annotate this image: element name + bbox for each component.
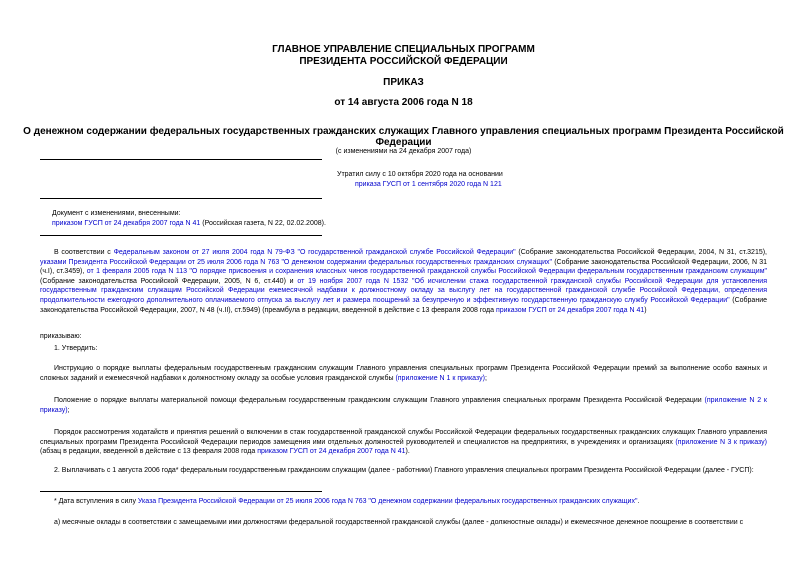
decree-link[interactable]: от 19 ноября 2007 года N 1532 "Об исчислении стажа государственной гражданской службы Российской Федерации для установления государственным гражданским служащим Российской Федерации ежемесячной надбавки к должностному окладу за выслугу лет на государственной гражданской службе Российской Федерации, определения продолжительности ежегодного дополнительного оплачиваемого отпуска за выслугу лет и размера поощрений за безупречную и эффективную государственную гражданскую службу Российской Федерации" — [40, 277, 767, 304]
order-link[interactable]: приказом ГУСП от 24 декабря 2007 года N 41 — [257, 448, 406, 456]
approve-text: (абзац в редакции, введенной в действие с 13 февраля 2008 года — [40, 448, 258, 456]
item-2: 2. Выплачивать с 1 августа 2006 года* федеральным государственным гражданским служащим (далее - работники) Главного управления специальных программ Президента Российской Федерации (далее - ГУСП): — [54, 467, 754, 474]
approve-text: ; — [67, 406, 70, 414]
approve-item-3 — [40, 428, 767, 457]
appendix-2-link[interactable]: (приложение N 2 к приказу) — [40, 397, 767, 414]
approve-item-1 — [40, 364, 767, 383]
amendment-note: (с изменениями на 24 декабря 2007 года) — [335, 148, 472, 155]
doc-type: ПРИКАЗ — [383, 77, 424, 88]
changes-heading: Документ с изменениями, внесенными: — [52, 210, 181, 217]
divider — [40, 235, 322, 236]
preamble-text: ) — [644, 306, 647, 314]
footnote — [40, 497, 767, 507]
appendix-3-link[interactable]: (приложение N 3 к приказу) — [675, 438, 767, 446]
decree-link[interactable]: от 1 февраля 2005 года N 113 "О порядке присвоения и сохранения классных чинов государственной гражданской службы Российской Федерации федеральным государственным гражданским служащим" — [86, 268, 767, 276]
order-word: приказываю: — [40, 333, 82, 340]
preamble-text: (Собрание законодательства Российской Федерации, 2005, N 6, ст.440) и — [40, 277, 298, 285]
appendix-1-link[interactable]: (приложение N 1 к приказу) — [395, 374, 485, 382]
preamble-paragraph — [40, 248, 767, 315]
org-name-line1: ГЛАВНОЕ УПРАВЛЕНИЕ СПЕЦИАЛЬНЫХ ПРОГРАММ — [272, 44, 535, 55]
approve-item-2 — [40, 396, 767, 415]
preamble-text: (Собрание законодательства Российской Федерации, 2004, N 31, ст.3215), — [515, 249, 768, 256]
approve-text: ). — [405, 448, 410, 456]
divider — [40, 198, 322, 199]
preamble-text: (Собрание законодательства Российской Федерации, 2006, N 31 (ч.I), ст.3459), — [40, 258, 767, 276]
approve-text: Положение о порядке выплаты материальной помощи федеральным государственным гражданским служащим Главного управления специальных программ Президента Российской Федерации — [54, 397, 705, 404]
footnote-link[interactable]: Указа Президента Российской Федерации от 25 июля 2006 года N 763 "О денежном содержании федеральных государственных гражданских служащих" — [137, 498, 638, 505]
order-link[interactable]: приказом ГУСП от 24 декабря 2007 года N 41 — [495, 306, 645, 314]
approve-text: ; — [484, 374, 487, 382]
document-title: О денежном содержании федеральных государственных гражданских служащих Главного управления специальных программ Президента Российской Федерации — [23, 126, 784, 148]
item-1: 1. Утвердить: — [54, 345, 98, 352]
decree-link[interactable]: указами Президента Российской Федерации от 25 июля 2006 года N 763 "О денежном содержании федеральных государственных гражданских служащих" — [40, 258, 553, 266]
repeal-note: Утратил силу с 10 октября 2020 года на основании — [337, 171, 503, 178]
approve-text: Инструкцию о порядке выплаты федеральным государственным гражданским служащим Главного управления специальных программ Президента Российской Федерации премий за выполнение особо важных и сложных заданий и ежемесячной надбавки к должностному окладу за особые условия гражданской службы — [40, 365, 767, 382]
changes-link[interactable]: приказом ГУСП от 24 декабря 2007 года N 41 — [52, 220, 201, 227]
repeal-link[interactable]: приказа ГУСП от 1 сентября 2020 года N 121 — [355, 181, 502, 188]
changes-source: (Российская газета, N 22, 02.02.2008). — [200, 220, 326, 227]
divider — [40, 491, 322, 492]
preamble-text: В соответствии с — [54, 249, 114, 256]
org-name-line2: ПРЕЗИДЕНТА РОССИЙСКОЙ ФЕДЕРАЦИИ — [299, 56, 508, 67]
item-2a: а) месячные оклады в соответствии с замещаемыми ими должностями федеральной государственной гражданской службы (далее - должностные оклады) и ежемесячное денежное поощрение в соответствии с — [54, 519, 744, 526]
approve-text: Порядок рассмотрения ходатайств и принятия решений о включении в стаж государственной гражданской службы Российской Федерации федеральных государственных гражданских служащих Главного управления специальных программ Президента Российской Федерации периодов замещения ими отдельных должностей руководителей и специалистов на предприятиях, в учреждениях и организациях — [40, 429, 767, 446]
footnote-text: * Дата вступления в силу — [54, 498, 138, 505]
footnote-text: . — [637, 498, 640, 505]
changes-line — [52, 219, 326, 229]
divider — [40, 159, 322, 160]
preamble-text: (Собрание законодательства Российской Федерации, 2007, N 48 (ч.II), ст.5949) (преамбула в редакции, введенной в действие с 13 февраля 2008 года — [40, 296, 767, 314]
doc-date-number: от 14 августа 2006 года N 18 — [334, 97, 473, 108]
law-link[interactable]: Федеральным законом от 27 июля 2004 года N 79-ФЗ "О государственной гражданской службе Российской Федерации" — [113, 249, 516, 256]
